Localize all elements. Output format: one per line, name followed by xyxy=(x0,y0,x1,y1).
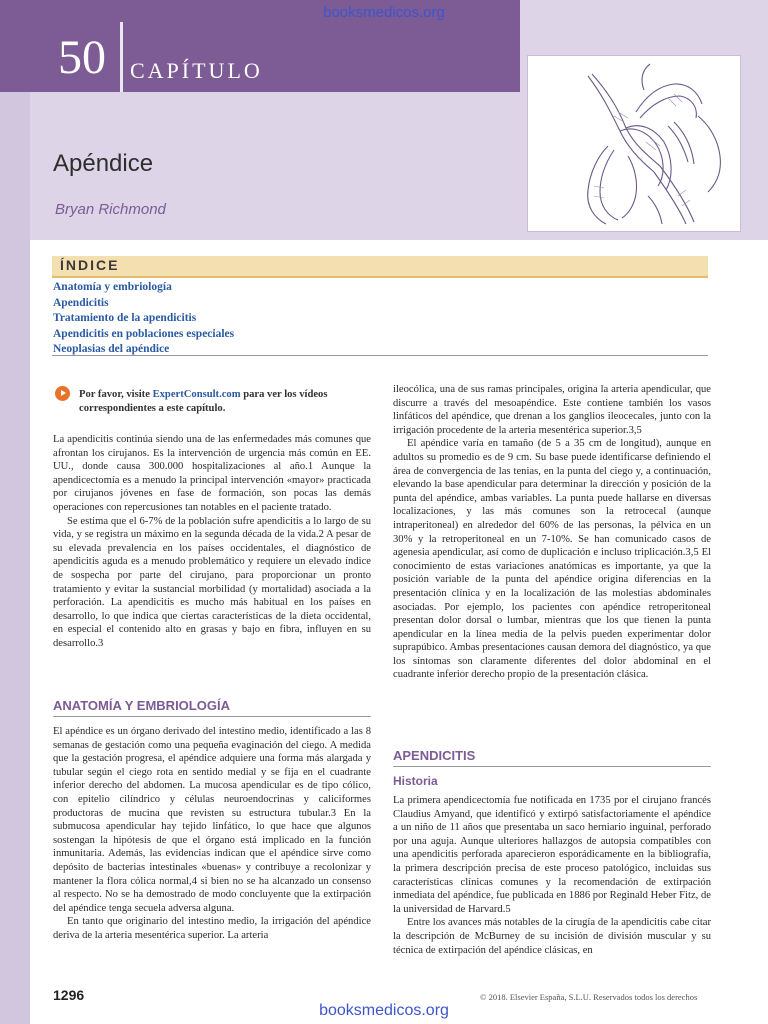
paragraph: La primera apendicectomía fue notificada en 1735 por el cirujano francés Claudius Amyand, que identificó y extirpó satisfactoriamente el apéndice a un niño de 11 años que presentaba un saco herniario inguinal, perforado por una aguja. Aunque ulteriores hallazgos de autopsia compatibles con una apendicitis perforada aparecieron esporádicamente en la bibliografía, la primera descripción precisa de este proceso patológico, incluidas sus características clínicas comunes y la recomendación de extirpación inmediata del apéndice, fue publicada en 1886 por Reginald Heber Fitz, de la universidad de Harvard.5 xyxy=(393,795,711,915)
index-item[interactable]: Tratamiento de la apendicitis xyxy=(53,312,197,324)
bottom-site-link[interactable]: booksmedicos.org xyxy=(319,1002,449,1019)
index-bar xyxy=(52,256,708,278)
left-column-intro xyxy=(53,433,371,651)
expert-consult-link[interactable]: ExpertConsult.com xyxy=(152,389,241,400)
copyright-notice: © 2018. Elsevier España, S.L.U. Reservados todos los derechos xyxy=(480,992,698,1002)
section-divider xyxy=(53,716,371,717)
expert-prefix: Por favor, visite xyxy=(79,389,153,400)
appendix-drawing-icon xyxy=(528,56,740,231)
index-list xyxy=(53,280,234,358)
page-number: 1296 xyxy=(53,987,85,1003)
top-site-link[interactable]: booksmedicos.org xyxy=(323,4,445,21)
chapter-title: Apéndice xyxy=(53,150,154,177)
index-item[interactable]: Apendicitis en poblaciones especiales xyxy=(53,327,235,340)
section-heading-anatomy: ANATOMÍA Y EMBRIOLOGÍA xyxy=(53,698,230,713)
index-item[interactable]: Neoplasias del apéndice xyxy=(53,343,170,355)
expert-suffix: para ver los vídeos correspondientes a este capítulo. xyxy=(79,389,328,414)
play-video-icon[interactable] xyxy=(55,386,70,401)
paragraph: Entre los avances más notables de la cirugía de la apendicitis cabe citar la descripción de McBurney de su incisión de división muscular y su técnica de extirpación del apéndice clásicas, en xyxy=(393,917,711,956)
section-heading-appendicitis: APENDICITIS xyxy=(393,748,476,763)
left-column-anatomy xyxy=(53,725,371,943)
left-margin-strip xyxy=(0,92,30,1024)
right-column-anatomy xyxy=(393,383,711,682)
paragraph: ileocólica, una de sus ramas principales, origina la arteria apendicular, que discurre a través del mesoapéndice. Este contiene también los vasos linfáticos del apéndice, que drenan a los ganglios ileocecales, junto con la irrigación procedente de la arteria mesentérica superior.3,5 xyxy=(393,384,711,436)
chapter-author: Bryan Richmond xyxy=(55,201,166,218)
index-item[interactable]: Apendicitis xyxy=(53,296,109,309)
surgical-illustration xyxy=(527,55,741,232)
paragraph: La apendicitis continúa siendo una de las enfermedades más comunes que afrontan los cirujanos. Es la intervención de urgencia más común en EE. UU., donde causa 300.000 hospitalizaciones al año.1 Aunque la apendicectomía es a menudo la principal intervención «mayor» practicada por cirujanos jóvenes en fase de formación, son pocas las demás operaciones con repercusiones tan notables en el paciente tratado. xyxy=(53,434,371,513)
right-column-history xyxy=(393,794,711,957)
paragraph: El apéndice varía en tamaño (de 5 a 35 cm de longitud), aunque en adultos su promedio es de 9 cm. Su base puede identificarse definiendo el área de convergencia de las tenias, en la punta del ciego y, a continuación, elevando la base apendicular para determinar la dirección y posición de la punta del apéndice, ambas variables. La punta puede hallarse en diversas localizaciones, y las más comunes son la retrocecal (aunque intraperitoneal) en alrededor del 60% de las personas, la pélvica en un 30% y la retroperitoneal en un 7-10%. Se han comunicado casos de agenesia apendicular, así como de duplicación e incluso triplicación.3,5 El conocimiento de estas variaciones anatómicas es importante, ya que la posición variable de la punta del apéndice origina diferencias en la presentación clínica y en la localización de las molestias abdominales asociadas. Por ejemplo, los pacientes con apéndice retroperitoneal presentan dolor dorsal o lumbar, mientras que los que tienen la punta apendicular en la línea media de la pelvis pueden experimentar dolor suprapúbico. Ambas presentaciones causan demora del diagnóstico, ya que los síntomas son claramente diferentes del dolor abdominal en el cuadrante inferior derecho propio de la presentación clásica. xyxy=(393,438,711,681)
subsection-heading-history: Historia xyxy=(393,774,438,788)
paragraph: Se estima que el 6-7% de la población sufre apendicitis a lo largo de su vida, y se registra un máximo en la segunda década de la vida.2 A pesar de su elevada prevalencia en los países occidentales, el diagnóstico de apendicitis aguda es a menudo problemático y requiere un elevado índice de sospecha por parte del cirujano, para proporcionar un pronto tratamiento y evitar la sustancial morbilidad (y mortalidad) asociada a la perforación. La apendicitis es mucho más habitual en los países en desarrollo, lo que indica que ciertas características de la dieta occidental, en especial el contenido alto en grasas y bajo en fibra, influyen en su desarrollo.3 xyxy=(53,515,371,649)
expert-consult-note xyxy=(79,388,371,415)
index-title: ÍNDICE xyxy=(60,257,120,273)
section-divider xyxy=(393,766,711,767)
index-item[interactable]: Anatomía y embriología xyxy=(53,281,172,293)
paragraph: El apéndice es un órgano derivado del intestino medio, identificado a las 8 semanas de gestación como una pequeña evaginación del ciego. A medida que la gestación progresa, el apéndice adquiere una forma más alargada y tubular según el ciego rota en sentido medial y se fija en el cuadrante inferior derecho del abdomen. La mucosa apendicular es de tipo cólico, con epitelio cilíndrico y células neuroendocrinas y caliciformes productoras de mucina que revisten su estructura tubular.3 En la submucosa apendicular hay tejido linfático, lo que hace que algunos sostengan la hipótesis de que el órgano está implicado en la función inmunitaria. Además, las evidencias indican que el apéndice sirve como depósito de bacterias intestinales «buenas» y contribuye a recolonizar y mantener la flora cólica normal,4 si bien no se ha alcanzado un consenso al respecto. No se ha demostrado de modo concluyente que la extirpación del apéndice tenga secuela adversa alguna. xyxy=(53,726,371,914)
chapter-number: 50 xyxy=(58,31,106,84)
paragraph: En tanto que originario del intestino medio, la irrigación del apéndice deriva de la arteria mesentérica superior. La arteria xyxy=(53,916,371,941)
chapter-label: CAPÍTULO xyxy=(130,58,263,83)
banner-divider xyxy=(120,22,123,92)
index-divider xyxy=(52,355,708,356)
